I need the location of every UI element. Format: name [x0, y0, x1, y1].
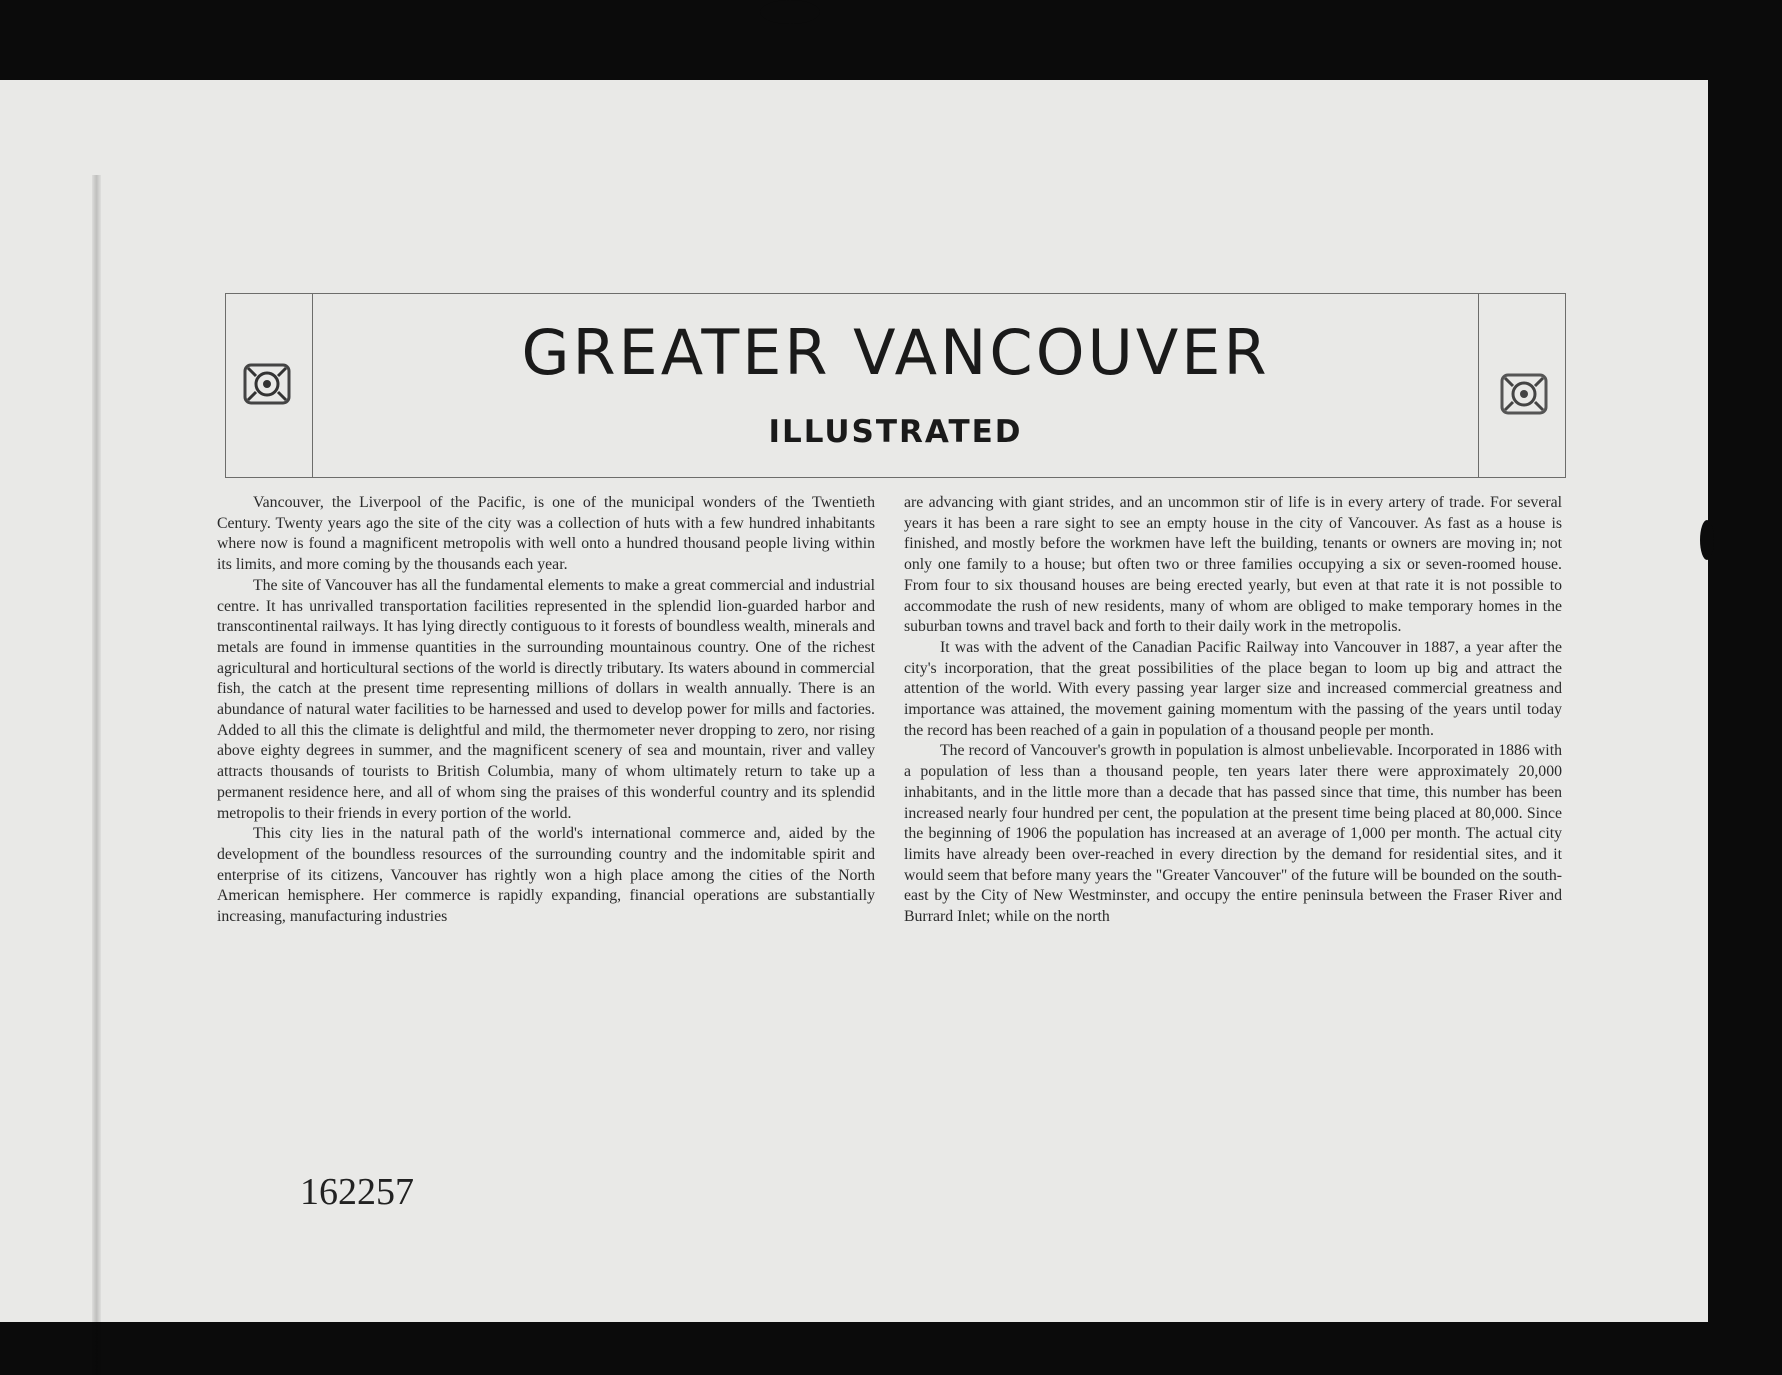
scan-blot [1700, 520, 1714, 560]
page-title: GREATER VANCOUVER [521, 316, 1270, 389]
decorative-emblem-icon [1499, 372, 1549, 416]
text-column-right [904, 493, 1562, 928]
page-subtitle: ILLUSTRATED [768, 414, 1023, 450]
scan-blot [760, 0, 820, 24]
paragraph: The record of Vancouver's growth in population is almost unbelievable. Incorporated in 1886 with a population of less than a thousand people, ten years later there were approximately 20,000 inhabitants, and in the little more than a decade that has passed since that time, this number has been increased nearly four hundred per cent, the population at the present time being placed at 80,000. Since the beginning of 1906 the population has increased at an average of 1,000 per month. The actual city limits have already been over-reached in every direction by the demand for residential sites, and it would seem that before many years the "Greater Vancouver" of the future will be bounded on the south-east by the City of New Westminster, and occupy the entire peninsula between the Fraser River and Burrard Inlet; while on the north [904, 742, 1562, 926]
banner-divider-left [312, 294, 313, 477]
text-column-left [217, 493, 875, 928]
paragraph: It was with the advent of the Canadian Pacific Railway into Vancouver in 1887, a year after the city's incorporation, that the great possibilities of the place began to loom up big and attract the attention of the world. With every passing year larger size and increased commercial greatness and importance was attained, the movement gaining momentum with the passing of the years until today the record has been reached of a gain in population of a thousand people per month. [904, 638, 1562, 739]
title-banner [225, 293, 1566, 478]
paragraph: are advancing with giant strides, and an uncommon stir of life is in every artery of trade. For several years it has been a rare sight to see an empty house in the city of Vancouver. As fast as a house is finished, and mostly before the workmen have left the building, tenants or owners are moving in; not only one family to a house; but often two or three families occupying a six or seven-roomed house. From four to six thousand houses are being erected yearly, but even at that rate it is not possible to accommodate the rush of new residents, many of whom are obliged to make temporary homes in the suburban towns and travel back and forth to their daily work in the metropolis. [904, 494, 1562, 636]
catalog-number: 162257 [300, 1171, 414, 1213]
banner-divider-right [1478, 294, 1479, 477]
paragraph: This city lies in the natural path of the world's international commerce and, aided by the development of the boundless resources of the surrounding country and the indomitable spirit and enterprise of its citizens, Vancouver has rightly won a high place among the cities of the North American hemisphere. Her commerce is rapidly expanding, financial operations are substantially increasing, manufacturing industries [217, 825, 875, 926]
paragraph: Vancouver, the Liverpool of the Pacific, is one of the municipal wonders of the Twentieth Century. Twenty years ago the site of the city was a collection of huts with a few hundred inhabitants where now is found a magnificent metropolis with well onto a hundred thousand people living within its limits, and more coming by the thousands each year. [217, 494, 875, 574]
page-gutter [92, 175, 101, 1375]
paragraph: The site of Vancouver has all the fundamental elements to make a great commercial and industrial centre. It has unrivalled transportation facilities represented in the splendid lion-guarded harbor and transcontinental railways. It has lying directly contiguous to it forests of boundless wealth, minerals and metals are found in immense quantities in the surrounding mountainous country. One of the richest agricultural and horticultural sections of the world is directly tributary. Its waters abound in commercial fish, the catch at the present time representing millions of dollars in wealth annually. There is an abundance of natural water facilities to be harnessed and used to develop power for mills and factories. Added to all this the climate is delightful and mild, the thermometer never dropping to zero, nor rising above eighty degrees in summer, and the magnificent scenery of sea and mountain, river and valley attracts thousands of tourists to British Columbia, many of whom ultimately return to take up a permanent residence here, and all of whom sing the praises of this wonderful country and its splendid metropolis to their friends in every portion of the world. [217, 576, 875, 822]
decorative-emblem-icon [242, 362, 292, 406]
